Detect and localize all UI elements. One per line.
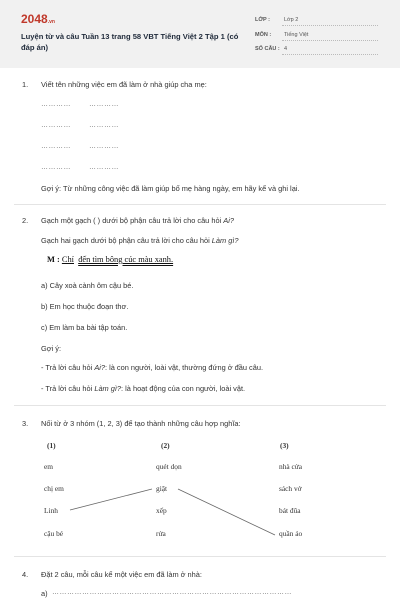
sentence-c: c) Em làm ba bài tập toán. [41, 323, 128, 332]
answer-blank[interactable]: ………… [41, 164, 71, 171]
word-item[interactable]: chị em [44, 484, 64, 493]
question-count-label: SỐ CÂU : [255, 46, 280, 52]
subject-value: Tiếng Việt [284, 32, 309, 38]
question-number: 2. [22, 216, 29, 225]
hint-text: : là hoạt động của con người, loài vật. [121, 384, 246, 393]
word-item[interactable]: bát đũa [279, 506, 301, 515]
answer-blank[interactable]: ………… [89, 101, 119, 108]
hint-label: Gợi ý: [41, 344, 62, 353]
question-text: Gạch hai gạch dưới bộ phận câu trả lời cho câu hỏi [41, 236, 212, 245]
page-title: Luyện từ và câu Tuần 13 trang 58 VBT Tiếng Việt 2 Tập 1 (có đáp án) [21, 32, 239, 52]
word-item[interactable]: giặt [156, 484, 168, 493]
match-line [70, 489, 152, 510]
word-item[interactable]: cậu bé [44, 529, 64, 538]
question-text: Đặt 2 câu, mỗi câu kể một việc em đã làm ở nhà: [41, 570, 202, 579]
word-item[interactable]: Linh [44, 506, 58, 515]
question-keyword: Làm gì? [211, 236, 239, 245]
class-label: LỚP : [255, 17, 270, 23]
example-prefix: M : [47, 255, 60, 264]
question-number: 4. [22, 570, 29, 579]
hint-text: Gợi ý: Từ những công việc đã làm giúp bố mẹ hàng ngày, em hãy kể và ghi lại. [41, 184, 300, 193]
answer-blank[interactable]: ………… [89, 164, 119, 171]
word-item[interactable]: nhà cửa [279, 462, 303, 471]
question-text: Gạch một gạch ( ) dưới bộ phận câu trả lời cho câu hỏi [41, 216, 224, 225]
question-text: Viết tên những việc em đã làm ở nhà giúp cha mẹ: [41, 80, 207, 89]
example-subject: Chí [61, 255, 74, 264]
question-keyword: Ai? [223, 216, 234, 225]
logo-text: 2048 [21, 12, 48, 26]
question-number: 1. [22, 80, 29, 89]
answer-blank[interactable]: ………… [89, 143, 119, 150]
sentence-b: b) Em học thuộc đoạn thơ. [41, 302, 129, 311]
hint-text: : là con người, loài vật, thường đứng ở đầu câu. [105, 363, 264, 372]
answer-blank[interactable]: …………………………………………………………………………………… [52, 589, 292, 596]
column-2-header: (2) [161, 441, 170, 450]
question-text: Nối từ ở 3 nhóm (1, 2, 3) để tạo thành những câu hợp nghĩa: [41, 419, 241, 428]
word-item[interactable]: xếp [156, 506, 167, 515]
word-item[interactable]: quần áo [279, 529, 303, 538]
word-item[interactable]: sách vở [279, 484, 302, 493]
hint-text: - Trả lời câu hỏi [41, 384, 95, 393]
section-divider [14, 556, 386, 557]
hint-keyword: Làm gì? [94, 384, 122, 393]
answer-blank[interactable]: ………… [41, 101, 71, 108]
column-3-header: (3) [280, 441, 289, 450]
answer-blank[interactable]: ………… [89, 122, 119, 129]
column-1-header: (1) [47, 441, 56, 450]
question-count-value: 4 [284, 46, 288, 52]
class-value: Lớp 2 [284, 17, 299, 23]
logo-suffix: .vn [47, 19, 55, 25]
example-predicate: đến tìm bông cúc màu xanh. [78, 255, 174, 264]
word-item[interactable]: quét dọn [156, 462, 182, 471]
hint-text: - Trả lời câu hỏi [41, 363, 95, 372]
sentence-a: a) Cây xoà cành ôm cậu bé. [41, 281, 134, 290]
match-line [178, 489, 275, 535]
answer-blank[interactable]: ………… [41, 143, 71, 150]
answer-a-label: a) [41, 589, 48, 598]
question-number: 3. [22, 419, 29, 428]
word-item[interactable]: em [44, 462, 54, 471]
word-item[interactable]: rửa [156, 529, 166, 538]
hint-keyword: Ai? [94, 363, 106, 372]
answer-blank[interactable]: ………… [41, 122, 71, 129]
subject-label: MÔN : [255, 32, 272, 38]
